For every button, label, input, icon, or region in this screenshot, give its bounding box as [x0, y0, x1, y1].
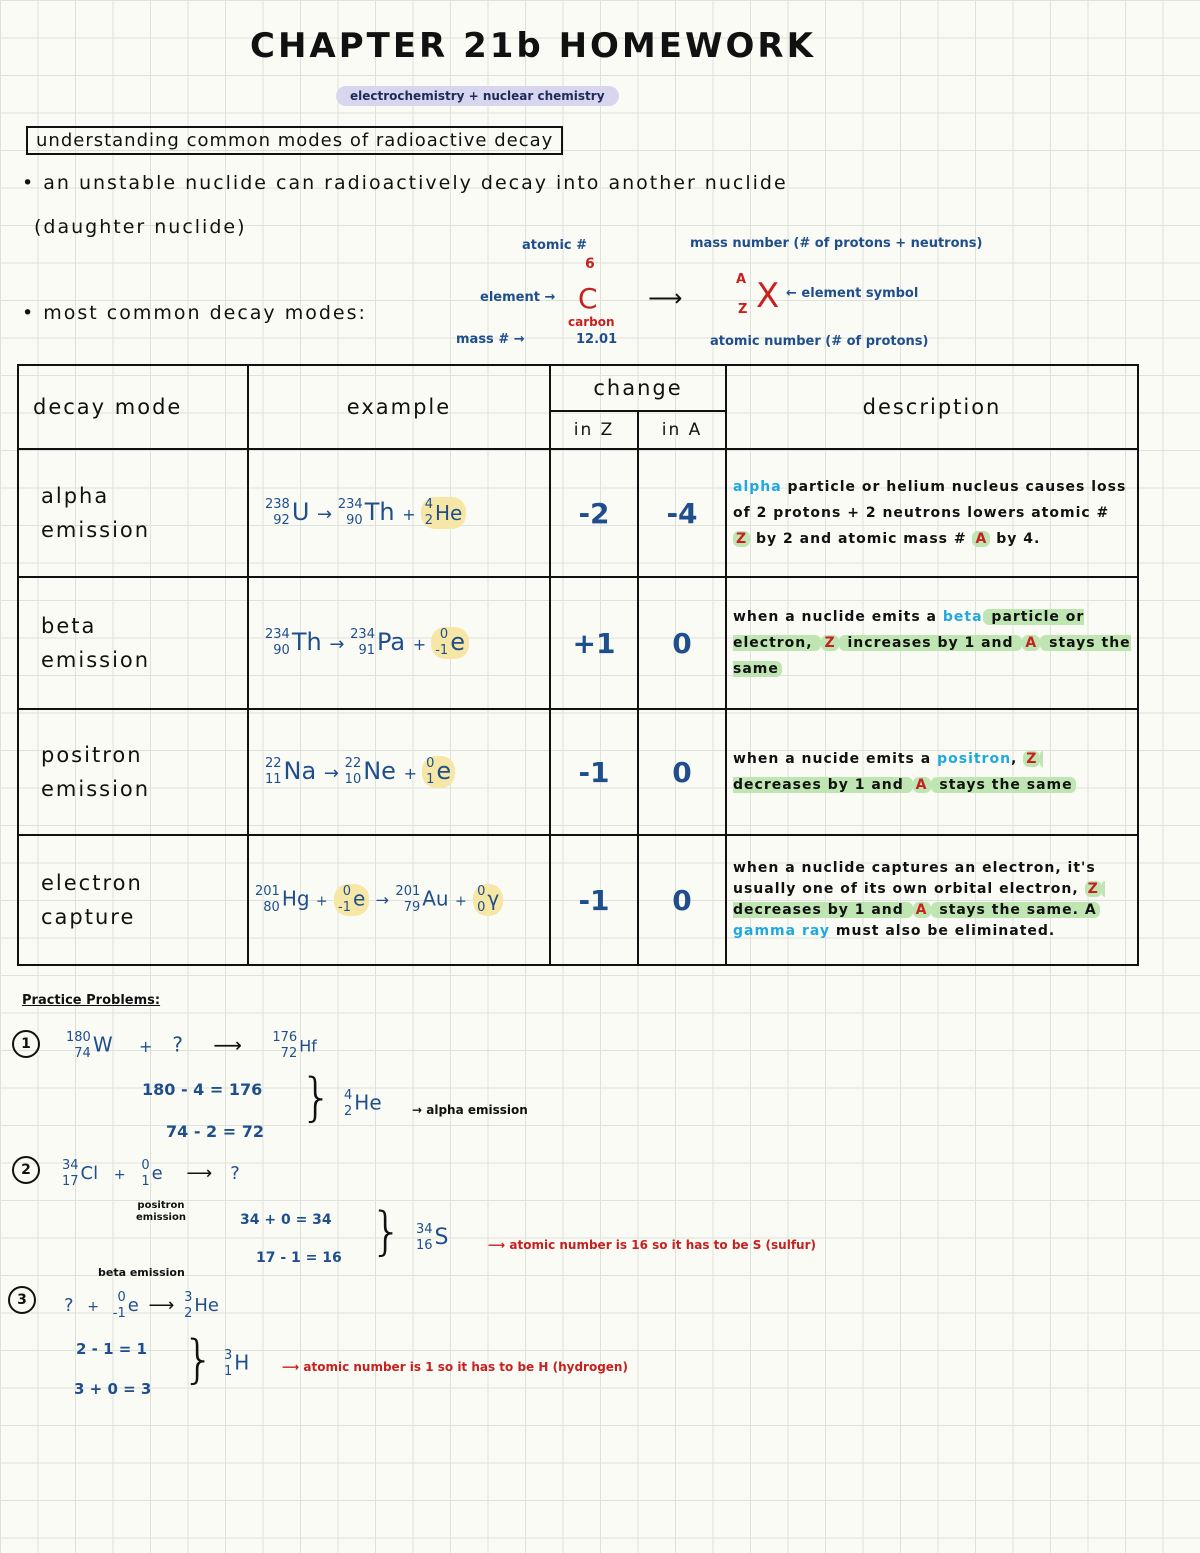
right-arrow-icon: ⟶: [648, 284, 683, 312]
header-in-z: in Z: [550, 411, 638, 449]
desc-beta: when a nuclide emits a beta particle or electron, Z increases by 1 and A stays the same: [726, 577, 1138, 709]
page-title: CHAPTER 21b HOMEWORK: [250, 26, 816, 66]
example-electron-capture: 201 80 Hg + 0 -1 e → 201 79 Au + 0 0 γ: [248, 835, 550, 965]
problem-2-positron-label: positron emission: [136, 1200, 186, 1223]
generic-symbol-x: X: [756, 276, 780, 316]
bullet-note-2: • most common decay modes:: [22, 302, 367, 324]
problem-3-answer: 3 1 H: [224, 1348, 250, 1379]
problem-2-equation: 34 17 Cl + 0 1 e ⟶ ?: [62, 1158, 240, 1189]
change-z-alpha: -2: [550, 449, 638, 577]
header-decay-mode: decay mode: [18, 365, 248, 449]
header-example: example: [248, 365, 550, 449]
change-a-capture: 0: [638, 835, 726, 965]
change-z-beta: +1: [550, 577, 638, 709]
mass-label: mass # →: [456, 332, 525, 347]
change-a-positron: 0: [638, 709, 726, 835]
problem-1-answer: 4 2 He: [344, 1088, 382, 1119]
mode-electron-capture: electron capture: [18, 835, 248, 965]
brace-icon: }: [300, 1068, 334, 1128]
section-heading: understanding common modes of radioactive decay: [26, 126, 563, 155]
problem-3-work-atomic: 2 - 1 = 1: [76, 1340, 147, 1358]
atomic-number: 6: [585, 256, 595, 272]
desc-alpha: alpha particle or helium nucleus causes loss of 2 protons + 2 neutrons lowers atomic # Z by 2 and atomic mass # A by 4.: [726, 449, 1138, 577]
atomic-number-label: atomic number (# of protons): [710, 334, 929, 349]
problem-2-answer: 34 16 S: [416, 1222, 449, 1253]
problem-3-work-mass: 3 + 0 = 3: [74, 1380, 152, 1398]
element-name: carbon: [568, 315, 615, 329]
table-row: [18, 709, 1138, 835]
subtitle-badge: electrochemistry + nuclear chemistry: [336, 86, 619, 106]
mass-symbol-a: A: [736, 272, 747, 287]
problem-2-number: 2: [12, 1156, 40, 1184]
element-symbol-label: ← element symbol: [786, 286, 919, 301]
problem-3-note: ⟶ atomic number is 1 so it has to be H (hydrogen): [282, 1360, 628, 1374]
problem-3-equation: ? + 0 -1 e ⟶ 3 2 He: [64, 1290, 219, 1321]
decay-modes-table: [17, 364, 1139, 966]
bullet-note-1-cont: (daughter nuclide): [34, 216, 247, 238]
change-a-alpha: -4: [638, 449, 726, 577]
example-positron: 22 11 Na → 22 10 Ne + 0 1 e: [248, 709, 550, 835]
mass-value: 12.01: [576, 332, 618, 347]
problem-1-work-mass: 180 - 4 = 176: [142, 1080, 263, 1099]
table-row: [18, 835, 1138, 965]
atomic-label: atomic #: [522, 238, 588, 253]
header-change: change: [550, 365, 726, 411]
element-symbol: C: [578, 282, 598, 315]
problem-1-work-atomic: 74 - 2 = 72: [166, 1122, 264, 1141]
practice-problems-label: Practice Problems:: [22, 993, 161, 1008]
change-z-capture: -1: [550, 835, 638, 965]
problem-1-note: → alpha emission: [412, 1103, 528, 1117]
atomic-symbol-z: Z: [738, 302, 748, 317]
desc-positron: when a nucide emits a positron, Z decreases by 1 and A stays the same: [726, 709, 1138, 835]
table-row: [18, 449, 1138, 577]
brace-icon: }: [182, 1330, 216, 1390]
problem-2-note: ⟶ atomic number is 16 so it has to be S (sulfur): [488, 1238, 816, 1252]
example-alpha: 238 92 U → 234 90 Th + 4 2 He: [248, 449, 550, 577]
problem-3-beta-label: beta emission: [98, 1266, 185, 1279]
table-row: [18, 577, 1138, 709]
change-z-positron: -1: [550, 709, 638, 835]
problem-3-number: 3: [8, 1286, 36, 1314]
problem-2-work-atomic: 17 - 1 = 16: [256, 1250, 342, 1266]
mode-alpha: alpha emission: [18, 449, 248, 577]
change-a-beta: 0: [638, 577, 726, 709]
example-beta: 234 90 Th → 234 91 Pa + 0 -1 e: [248, 577, 550, 709]
mode-positron: positron emission: [18, 709, 248, 835]
problem-1-number: 1: [12, 1030, 40, 1058]
brace-icon: }: [370, 1202, 404, 1262]
header-in-a: in A: [638, 411, 726, 449]
mass-number-label: mass number (# of protons + neutrons): [690, 236, 983, 251]
mode-beta: beta emission: [18, 577, 248, 709]
problem-1-equation: 180 74 W + ? ⟶ 176 72 Hf: [66, 1030, 317, 1061]
header-description: description: [726, 365, 1138, 449]
problem-2-work-mass: 34 + 0 = 34: [240, 1212, 332, 1228]
element-label: element →: [480, 290, 556, 305]
desc-electron-capture: when a nuclide captures an electron, it's usually one of its own orbital electron, Z decreases by 1 and A stays the same. A gamma ray must also be eliminated.: [726, 835, 1138, 965]
bullet-note-1: • an unstable nuclide can radioactively decay into another nuclide: [22, 172, 788, 194]
